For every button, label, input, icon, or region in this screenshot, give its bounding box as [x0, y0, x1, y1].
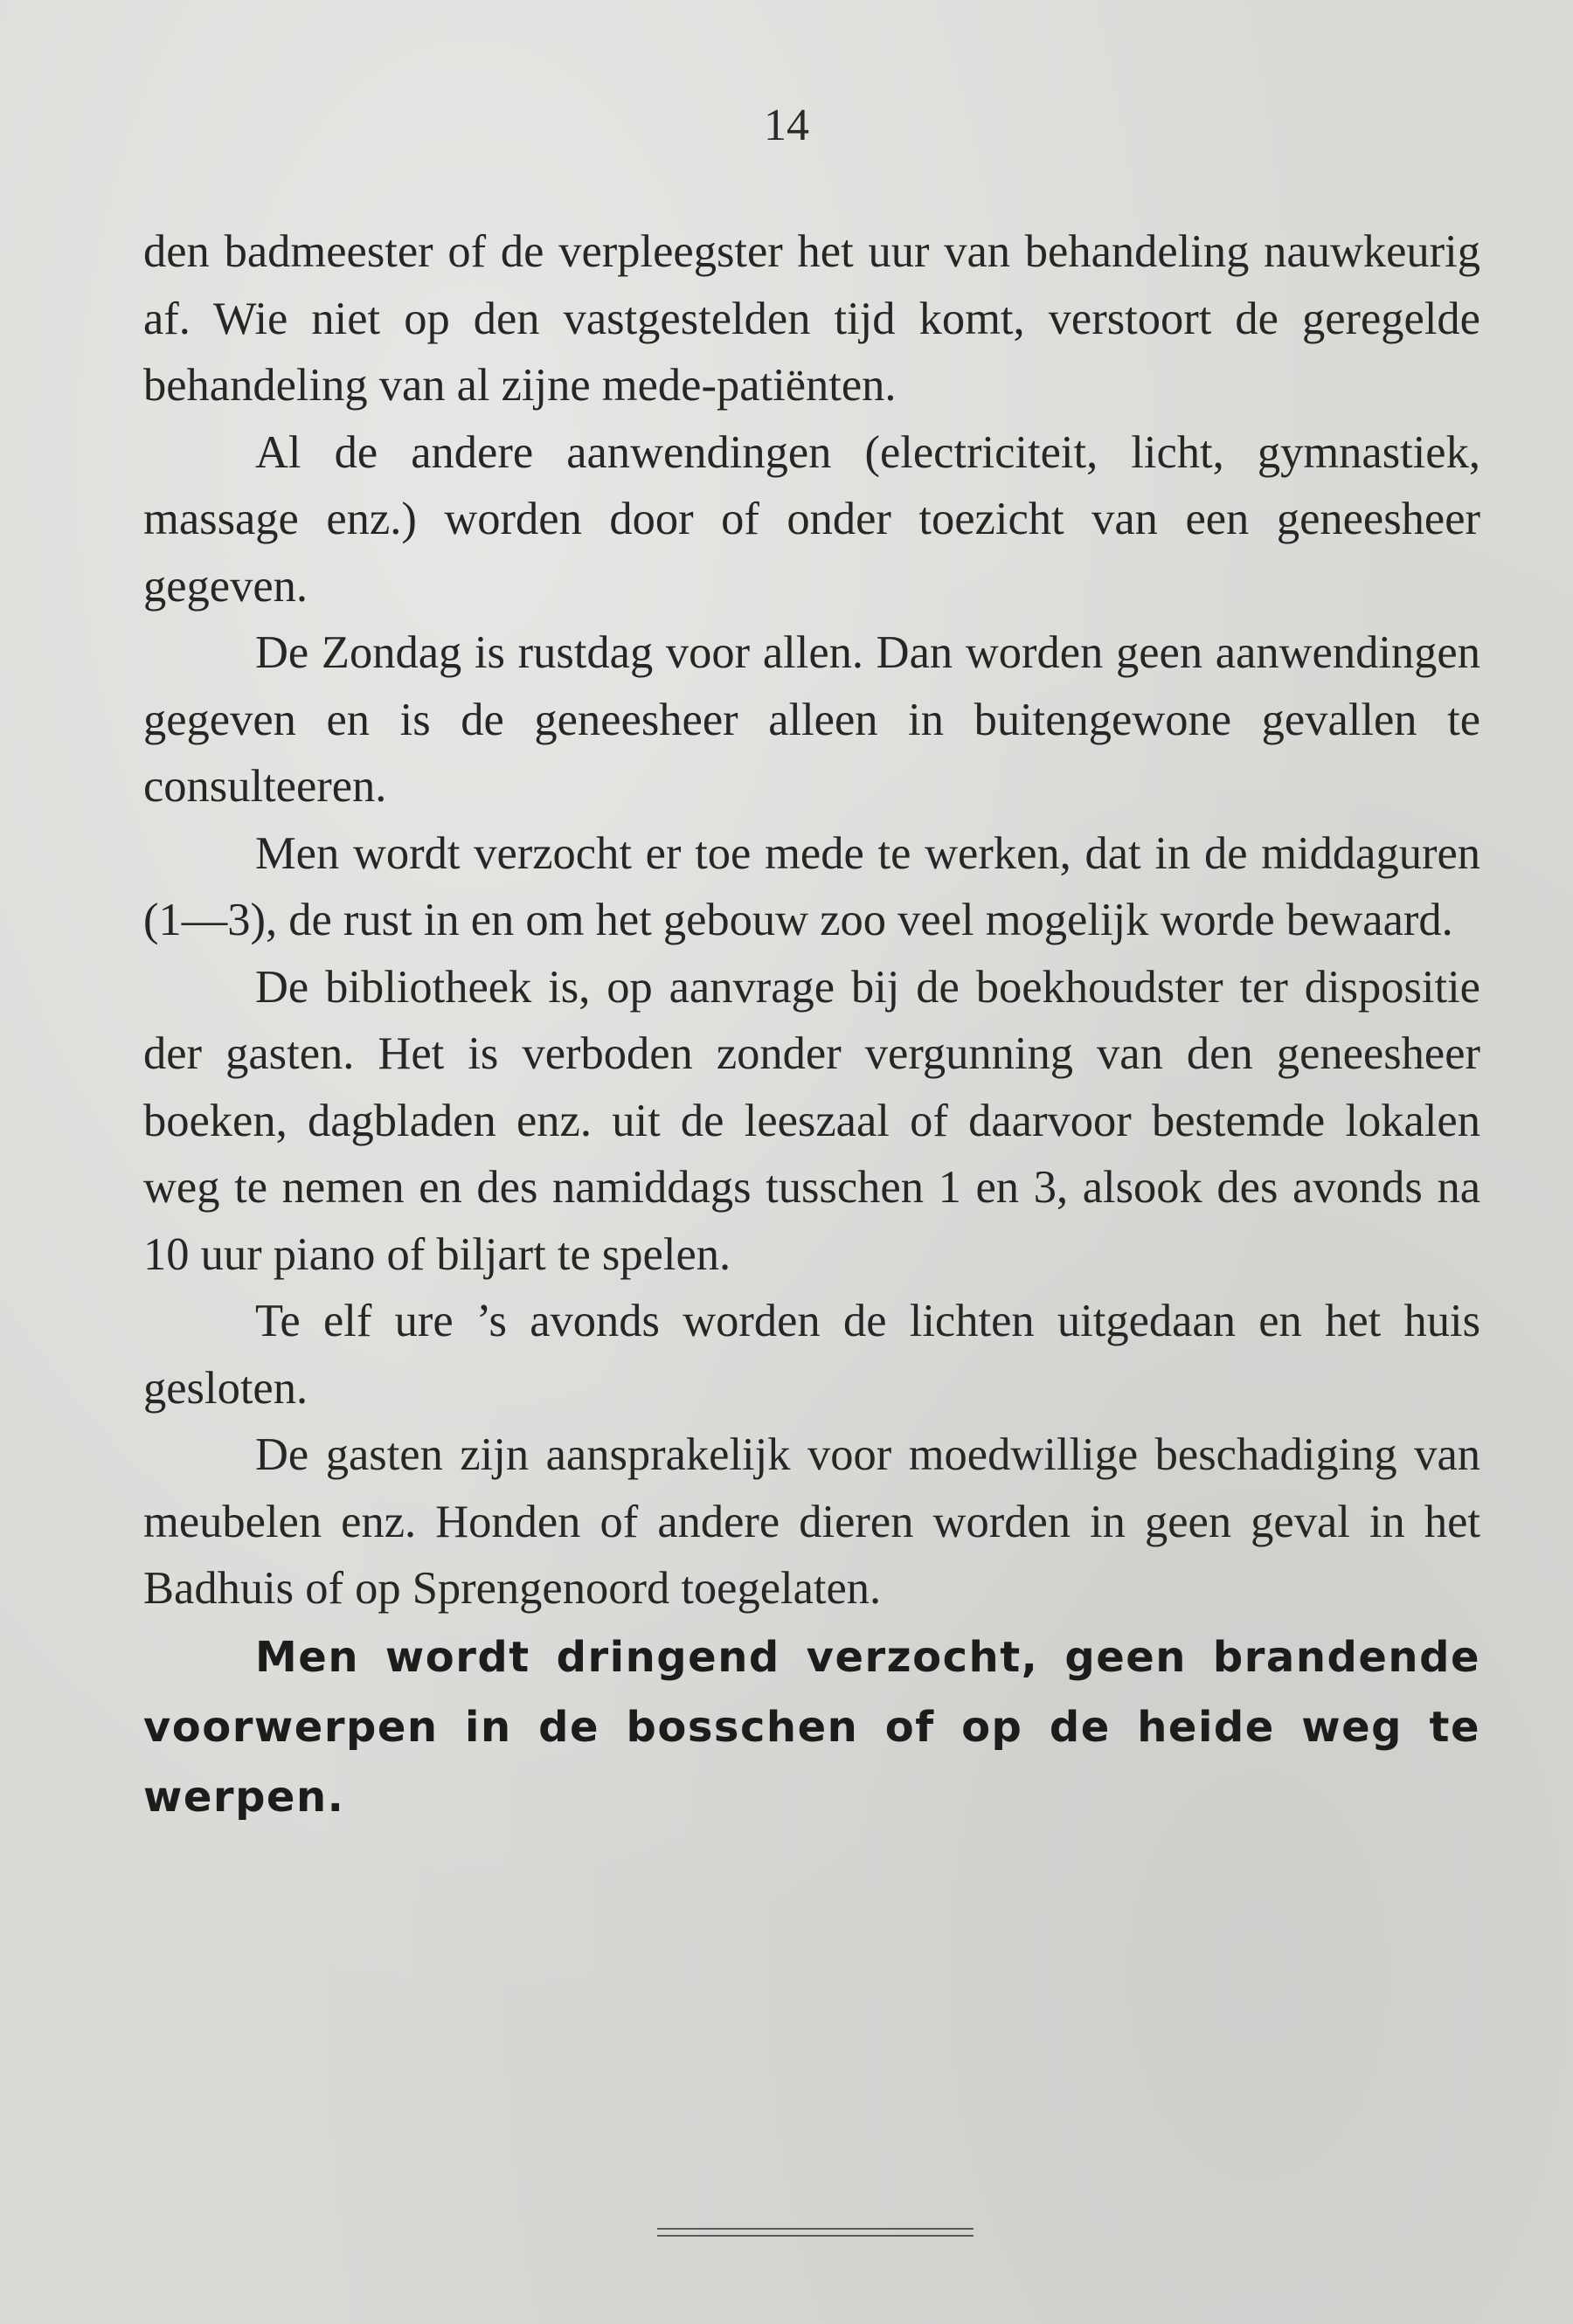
- double-rule-ornament-icon: [657, 2226, 974, 2238]
- paragraph-damage-liability: De gasten zijn aansprakelijk voor moedwillige beschadiging van meubelen enz. Honden of andere dieren worden in geen geval in het Badhuis of op Sprengenoord toegelaten.: [143, 1429, 1480, 1614]
- fire-warning-notice: Men wordt dringend verzocht, geen brandende voorwerpen in de bosschen of op de heide weg te werpen.: [143, 1632, 1480, 1822]
- paragraph-sunday-rest: De Zondag is rustdag voor allen. Dan worden geen aanwendingen gegeven en is de geneesheer alleen in buitengewone gevallen te consulteeren.: [143, 627, 1480, 812]
- page-number: 14: [764, 100, 809, 150]
- paragraph-library: De bibliotheek is, op aanvrage bij de boekhoudster ter dispositie der gasten. Het is verboden zonder vergunning van den geneesheer boeken, dagbladen enz. uit de leeszaal of daarvoor bestemde lokalen weg te nemen en des namiddags tusschen 1 en 3, alsook des avonds na 10 uur piano of biljart te spelen.: [143, 961, 1480, 1280]
- paragraph-other-treatments: Al de andere aanwendingen (electriciteit, licht, gymnastiek, massage enz.) worden door of onder toezicht van een geneesheer gegeven.: [143, 426, 1480, 612]
- paragraph-treatment-times: den badmeester of de verpleegster het uur van behandeling nauwkeurig af. Wie niet op den vastgestelden tijd komt, verstoort de geregelde behandeling van al zijne mede-patiënten.: [143, 226, 1480, 411]
- body-text: [143, 218, 1480, 1832]
- paragraph-lights-out: Te elf ure ’s avonds worden de lichten uitgedaan en het huis gesloten.: [143, 1296, 1480, 1414]
- paragraph-afternoon-quiet: Men wordt verzocht er toe mede te werken, dat in de middaguren (1—3), de rust in en om het gebouw zoo veel mogelijk worde bewaard.: [143, 827, 1480, 945]
